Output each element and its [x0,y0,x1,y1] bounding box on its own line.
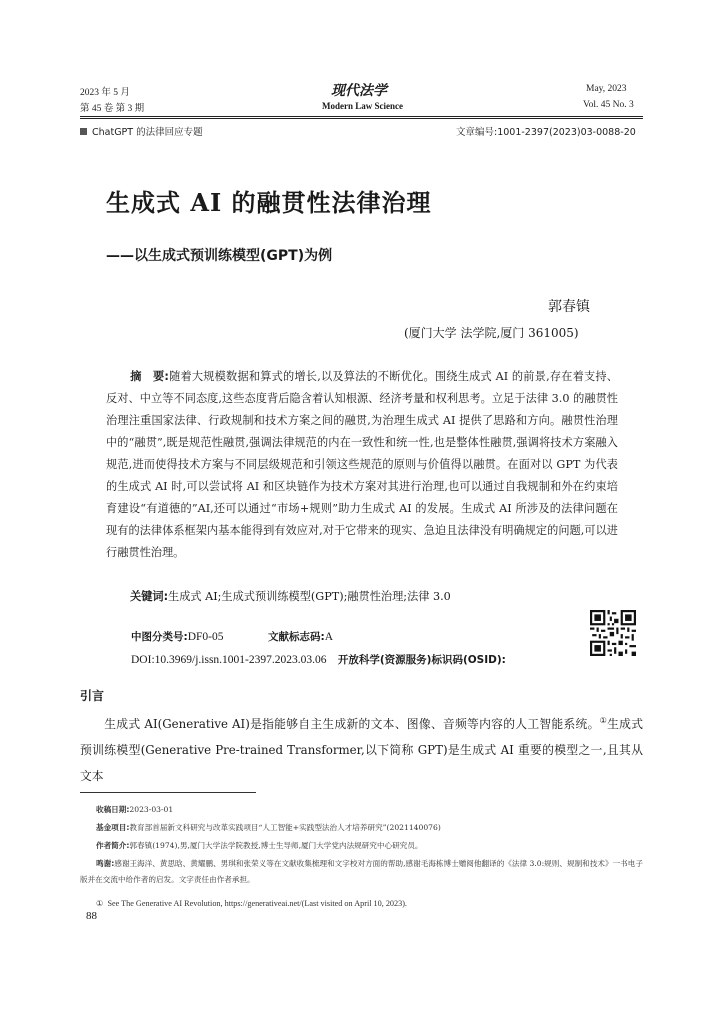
journal-name-en: Modern Law Science [322,101,403,111]
header-date-cn: 2023 年 5 月 [80,88,130,98]
section-heading-intro: 引言 [80,689,105,703]
article-number: 文章编号:1001-2397(2023)03-0088-20 [456,127,636,138]
author-affiliation: (厦门大学 法学院,厦门 361005) [404,326,579,340]
page-subtitle: ——以生成式预训练模型(GPT)为例 [106,248,333,264]
footnote-1: ① See The Generative AI Revolution, https://generativeai.net/(Last visited on April 10, 2023). [96,899,407,908]
doi-line: DOI:10.3969/j.issn.1001-2397.2023.03.06 开放科学(资源服务)标识码(OSID): [131,654,506,666]
keywords [130,588,451,604]
footnote-received: 收稿日期:2023-03-01 [96,805,174,814]
keywords-text: 生成式 AI;生成式预训练模型(GPT);融贯性治理;法律 3.0 [168,590,451,603]
header-volume-en: Vol. 45 No. 3 [583,100,634,110]
header-date-en: May, 2023 [586,84,627,94]
header-rule-thin [80,118,643,119]
page-title: 生成式 AI 的融贯性法律治理 [106,188,432,217]
abstract [106,366,618,564]
body-paragraph: 生成式 AI(Generative AI)是指能够自主生成新的文本、图像、音频等内容的人工智能系统。①生成式预训练模型(Generative Pre-trained Transformer,以下简称 GPT)是生成式 AI 重要的模型之一,且其从文本 [80,716,643,783]
footnote-author: 作者简介:郭春镇(1974),男,厦门大学法学院教授,博士生导师,厦门大学党内法规研究中心研究员。 [96,841,423,850]
footnote-rule [80,792,256,793]
square-bullet-icon [80,128,87,135]
clc-number: 中图分类号:DF0-05 [131,631,224,643]
topic-label: ChatGPT 的法律回应专题 [80,124,203,138]
footnote-fund: 基金项目:教育部首届新文科研究与改革实践项目“人工智能+实践型法治人才培养研究”(2021140076) [96,823,441,832]
footnote-thanks: 鸣谢:感谢王海洋、黄思晗、黄耀鹏、男琪和张荣义等在文献收集梳理和文字校对方面的帮助,感谢毛海栋博士赠阅他翻译的《法律 3.0:规则、规制和技术》一书电子版并在交流中给作者的启发。文字责任由作者承担。 [80,859,643,884]
abstract-label: 摘 要: [130,370,169,383]
keywords-label: 关键词: [130,590,169,603]
qr-code-icon [590,610,636,656]
header-rule [80,116,643,117]
page-number: 88 [86,910,97,922]
author-name: 郭春镇 [548,299,590,315]
document-code: 文献标志码:A [268,631,334,643]
footnote-ref-1[interactable]: ① [599,716,608,726]
abstract-text: 随着大规模数据和算式的增长,以及算法的不断优化。围绕生成式 AI 的前景,存在着支持、反对、中立等不同态度,这些态度背后隐含着认知根源、经济考量和权利思考。立足于法律 3.0 的融贯性治理注重国家法律、行政规制和技术方案之间的融贯,为治理生成式 AI 提供了思路和方向。融贯性治理中的“融贯”,既是规范性融贯,强调法律规范的内在一致性和统一性,也是整体性融贯,强调将技术方案融入规范,进而使得技术方案与不同层级规范和引领这些规范的原则与价值得以融贯。在面对以 GPT 为代表的生成式 AI 时,可以尝试将 AI 和区块链作为技术方案对其进行治理,也可以通过自我规制和外在约束培育建设“有道德的”AI,还可以通过“市场+规则”助力生成式 AI 的发展。生成式 AI 所涉及的法律问题在现有的法律体系框架内基本能得到有效应对,对于它带来的现实、急迫且法律没有明确规定的问题,可以进行融贯性治理。 [106,370,618,559]
journal-logo: 现代法学 [331,83,387,99]
header-volume-cn: 第 45 卷 第 3 期 [80,104,145,114]
